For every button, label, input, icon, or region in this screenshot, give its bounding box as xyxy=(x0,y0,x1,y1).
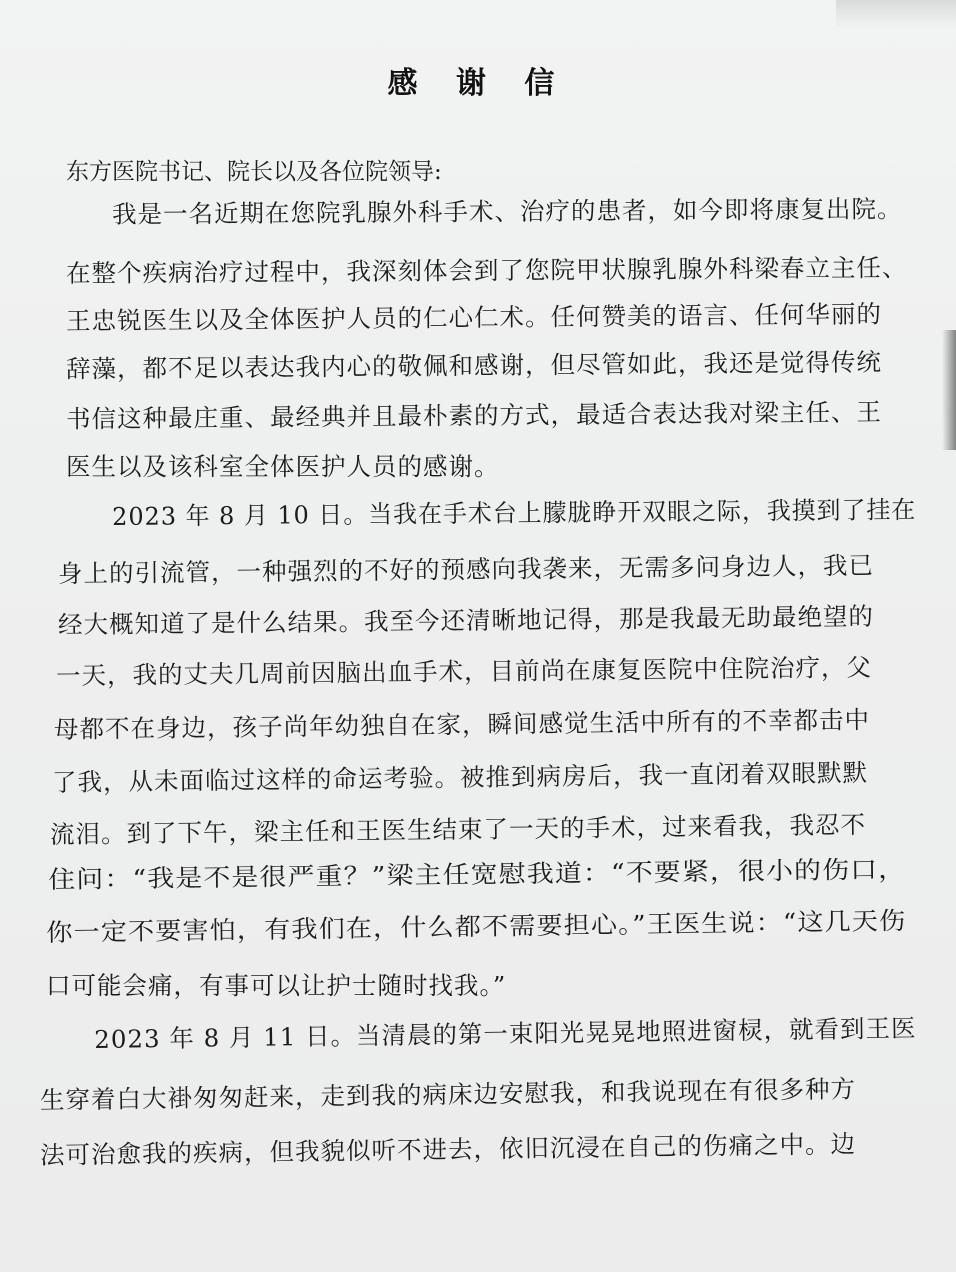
body-line: 书信这种最庄重、最经典并且最朴素的方式，最适合表达我对梁主任、王 xyxy=(65,397,883,434)
body-line: 经大概知道了是什么结果。我至今还清晰地记得，那是我最无助最绝望的 xyxy=(57,601,875,640)
body-line: 母都不在身边，孩子尚年幼独自在家，瞬间感觉生活中所有的不幸都击中 xyxy=(53,705,871,744)
body-line: 流泪。到了下午，梁主任和王医生结束了一天的手术，过来看我，我忍不 xyxy=(49,810,867,849)
body-line: 口可能会痛，有事可以让护士随时找我。” xyxy=(46,971,507,1000)
body-line: 住问：“我是不是很严重？”梁主任宽慰我道：“不要紧，很小的伤口， xyxy=(48,854,907,894)
body-line: 一天，我的丈夫几周前因脑出血手术，目前尚在康复医院中住院治疗，父 xyxy=(55,652,873,691)
body-line: 医生以及该科室全体医护人员的感谢。 xyxy=(66,452,500,481)
body-line: 身上的引流管，一种强烈的不好的预感向我袭来，无需多问身边人，我已 xyxy=(57,550,875,589)
body-line: 2023 年 8 月 10 日。当我在手术台上朦胧睁开双眼之际，我摸到了挂在 xyxy=(112,494,917,531)
body-line: 法可治愈我的疾病，但我貌似听不进去，依旧沉浸在自己的伤痛之中。边 xyxy=(39,1129,857,1170)
body-line: 王忠锐医生以及全体医护人员的仁心仁术。任何赞美的语言、任何华丽的 xyxy=(65,299,883,336)
body-line: 2023 年 8 月 11 日。当清晨的第一束阳光晃晃地照进窗棂，就看到王医 xyxy=(94,1013,917,1054)
paper-edge xyxy=(836,0,956,28)
body-line: 在整个疾病治疗过程中，我深刻体会到了您院甲状腺乳腺外科梁春立主任、 xyxy=(65,253,908,288)
page-shadow xyxy=(942,330,956,450)
body-line: 了我，从未面临过这样的命运考验。被推到病房后，我一直闭着双眼默默 xyxy=(51,758,869,797)
salutation: 东方医院书记、院长以及各位院领导: xyxy=(66,159,442,185)
body-line: 你一定不要害怕，有我们在，什么都不需要担心。”王医生说：“这几天伤 xyxy=(46,905,907,947)
body-line: 辞藻，都不足以表达我内心的敬佩和感谢，但尽管如此，我还是觉得传统 xyxy=(65,347,883,384)
body-line: 我是一名近期在您院乳腺外科手术、治疗的患者，如今即将康复出院。 xyxy=(111,194,903,229)
body-line: 生穿着白大褂匆匆赶来，走到我的病床边安慰我，和我说现在有很多种方 xyxy=(39,1074,857,1115)
letter-title: 感 谢 信 xyxy=(387,66,569,101)
